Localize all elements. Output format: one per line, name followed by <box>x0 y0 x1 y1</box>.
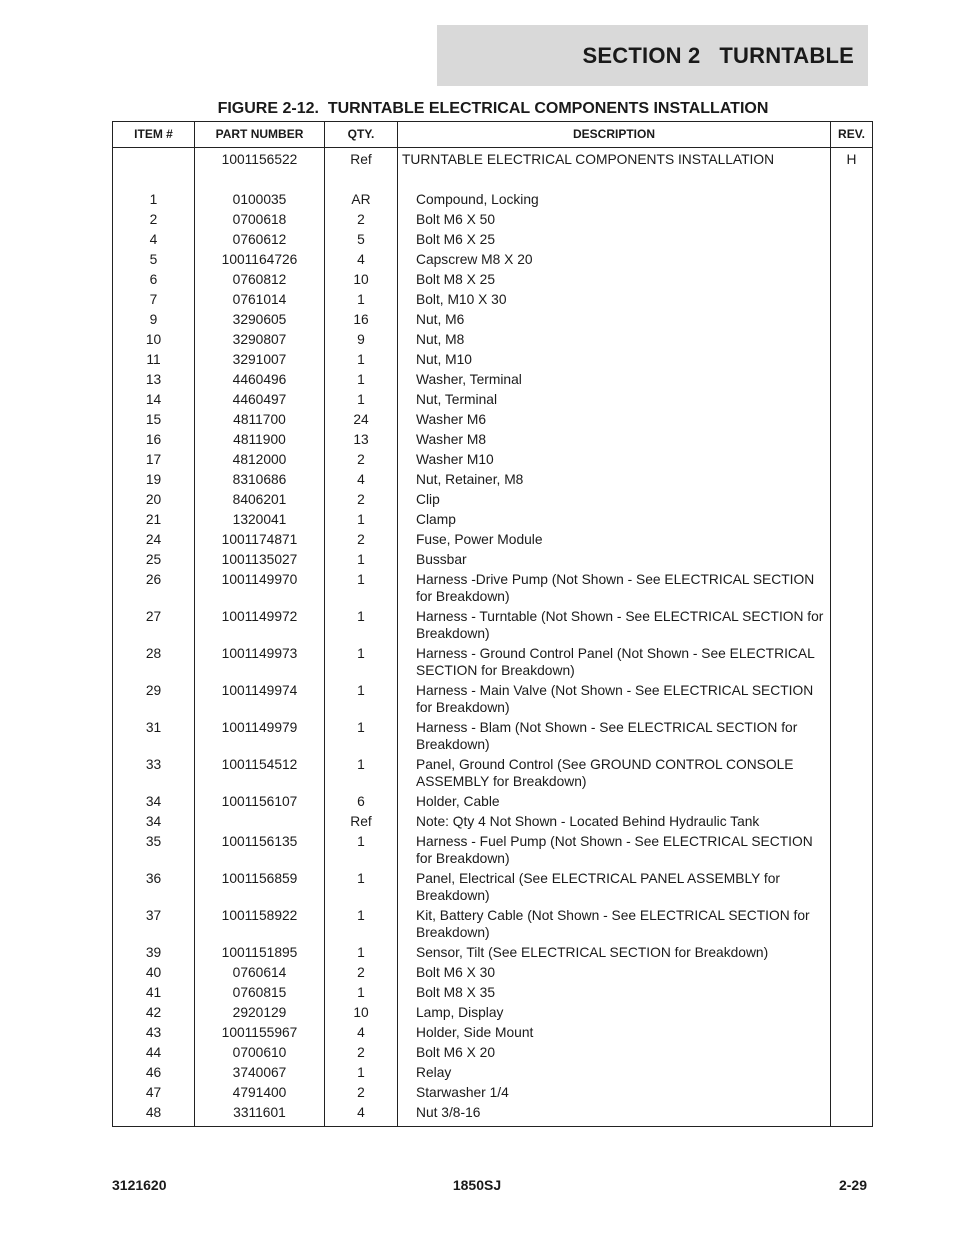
cell-qty: 4 <box>325 248 398 268</box>
section-title: SECTION 2 TURNTABLE <box>582 42 854 68</box>
cell-qty: 2 <box>325 1041 398 1061</box>
cell-item: 13 <box>113 368 195 388</box>
cell-rev <box>831 1021 873 1041</box>
table-row <box>113 830 873 867</box>
cell-part-number: 3740067 <box>195 1061 325 1081</box>
table-row <box>113 328 873 348</box>
cell-qty: 2 <box>325 448 398 468</box>
cell-qty: 4 <box>325 1021 398 1041</box>
cell-item: 20 <box>113 488 195 508</box>
cell-item: 10 <box>113 328 195 348</box>
cell-item: 34 <box>113 810 195 830</box>
cell-description: Washer M10 <box>398 448 831 468</box>
cell-description: Panel, Ground Control (See GROUND CONTROL CONSOLE ASSEMBLY for Breakdown) <box>398 753 831 790</box>
cell-description: Compound, Locking <box>398 188 831 208</box>
cell-item: 33 <box>113 753 195 790</box>
cell-rev <box>831 568 873 605</box>
cell-rev <box>831 1101 873 1127</box>
cell-rev <box>831 830 873 867</box>
cell-rev <box>831 753 873 790</box>
cell-part-number: 3291007 <box>195 348 325 368</box>
cell-item: 6 <box>113 268 195 288</box>
cell-qty: 1 <box>325 830 398 867</box>
cell-description: Fuse, Power Module <box>398 528 831 548</box>
cell-item: 39 <box>113 941 195 961</box>
table-row <box>113 1101 873 1127</box>
cell-description: Bolt M6 X 20 <box>398 1041 831 1061</box>
cell-rev <box>831 1061 873 1081</box>
table-row <box>113 208 873 228</box>
cell-description: Clamp <box>398 508 831 528</box>
cell-part-number: 8406201 <box>195 488 325 508</box>
cell-qty: 16 <box>325 308 398 328</box>
cell-item: 24 <box>113 528 195 548</box>
table-row <box>113 716 873 753</box>
cell-item: 42 <box>113 1001 195 1021</box>
cell-rev <box>831 528 873 548</box>
cell-part-number: 0100035 <box>195 188 325 208</box>
cell-item: 17 <box>113 448 195 468</box>
cell-item: 7 <box>113 288 195 308</box>
table-row <box>113 448 873 468</box>
cell-part-number: 1001154512 <box>195 753 325 790</box>
table-row <box>113 408 873 428</box>
cell-description: Bolt M8 X 25 <box>398 268 831 288</box>
table-row <box>113 961 873 981</box>
cell-qty: 6 <box>325 790 398 810</box>
cell-rev <box>831 605 873 642</box>
cell-part-number: 0760815 <box>195 981 325 1001</box>
cell-part-number: 1001149970 <box>195 568 325 605</box>
cell-qty: 2 <box>325 488 398 508</box>
cell-description: Bolt M6 X 25 <box>398 228 831 248</box>
cell-qty: 1 <box>325 679 398 716</box>
spacer-cell <box>113 168 195 188</box>
cell-description: Note: Qty 4 Not Shown - Located Behind Hydraulic Tank <box>398 810 831 830</box>
cell-part-number: 1001158922 <box>195 904 325 941</box>
cell-item: 41 <box>113 981 195 1001</box>
table-row <box>113 368 873 388</box>
cell-rev <box>831 790 873 810</box>
cell-item: 21 <box>113 508 195 528</box>
cell-item: 25 <box>113 548 195 568</box>
cell-qty: 2 <box>325 528 398 548</box>
cell-part-number: 1001156859 <box>195 867 325 904</box>
cell-rev <box>831 679 873 716</box>
cell-item <box>113 148 195 169</box>
table-row <box>113 867 873 904</box>
cell-rev <box>831 1041 873 1061</box>
cell-rev <box>831 961 873 981</box>
cell-part-number: 1001164726 <box>195 248 325 268</box>
cell-part-number <box>195 810 325 830</box>
cell-description: Harness - Ground Control Panel (Not Shown - See ELECTRICAL SECTION for Breakdown) <box>398 642 831 679</box>
cell-description: Bolt M6 X 50 <box>398 208 831 228</box>
cell-item: 1 <box>113 188 195 208</box>
cell-part-number: 3290807 <box>195 328 325 348</box>
table-row <box>113 188 873 208</box>
cell-description: Nut, M10 <box>398 348 831 368</box>
cell-description: Bolt, M10 X 30 <box>398 288 831 308</box>
cell-rev: H <box>831 148 873 169</box>
cell-qty: 2 <box>325 961 398 981</box>
cell-qty: 1 <box>325 568 398 605</box>
cell-qty: 2 <box>325 1081 398 1101</box>
cell-description: Bussbar <box>398 548 831 568</box>
cell-rev <box>831 408 873 428</box>
cell-part-number: 1001149979 <box>195 716 325 753</box>
cell-description: Bolt M8 X 35 <box>398 981 831 1001</box>
cell-rev <box>831 388 873 408</box>
table-row <box>113 508 873 528</box>
cell-part-number: 8310686 <box>195 468 325 488</box>
cell-qty: Ref <box>325 148 398 169</box>
table-row <box>113 428 873 448</box>
cell-part-number: 1001156135 <box>195 830 325 867</box>
cell-part-number: 0700618 <box>195 208 325 228</box>
cell-part-number: 1001149972 <box>195 605 325 642</box>
cell-item: 27 <box>113 605 195 642</box>
table-row <box>113 790 873 810</box>
cell-qty: 1 <box>325 716 398 753</box>
cell-part-number: 1320041 <box>195 508 325 528</box>
cell-rev <box>831 904 873 941</box>
cell-qty: 9 <box>325 328 398 348</box>
cell-item: 14 <box>113 388 195 408</box>
table-row <box>113 941 873 961</box>
cell-rev <box>831 810 873 830</box>
table-row <box>113 1061 873 1081</box>
cell-part-number: 1001156107 <box>195 790 325 810</box>
cell-item: 40 <box>113 961 195 981</box>
cell-qty: 1 <box>325 753 398 790</box>
cell-qty: 1 <box>325 867 398 904</box>
table-row <box>113 468 873 488</box>
cell-qty: 10 <box>325 1001 398 1021</box>
cell-item: 28 <box>113 642 195 679</box>
cell-rev <box>831 1081 873 1101</box>
cell-rev <box>831 328 873 348</box>
figure-title: FIGURE 2-12. TURNTABLE ELECTRICAL COMPONENTS INSTALLATION <box>217 100 769 117</box>
cell-description: Holder, Cable <box>398 790 831 810</box>
table-row <box>113 488 873 508</box>
cell-description: Sensor, Tilt (See ELECTRICAL SECTION for Breakdown) <box>398 941 831 961</box>
cell-description: Harness - Turntable (Not Shown - See ELECTRICAL SECTION for Breakdown) <box>398 605 831 642</box>
cell-qty: 1 <box>325 368 398 388</box>
column-header-item: ITEM # <box>113 122 195 148</box>
cell-rev <box>831 188 873 208</box>
table-row <box>113 248 873 268</box>
table-row <box>113 1081 873 1101</box>
cell-description: Nut, Retainer, M8 <box>398 468 831 488</box>
table-row <box>113 810 873 830</box>
cell-description: Harness - Main Valve (Not Shown - See ELECTRICAL SECTION for Breakdown) <box>398 679 831 716</box>
cell-qty: 13 <box>325 428 398 448</box>
spacer-cell <box>831 168 873 188</box>
cell-rev <box>831 308 873 328</box>
cell-qty: 4 <box>325 1101 398 1127</box>
cell-qty: 2 <box>325 208 398 228</box>
table-row <box>113 1021 873 1041</box>
cell-qty: 1 <box>325 508 398 528</box>
table-row <box>113 1041 873 1061</box>
cell-part-number: 0700610 <box>195 1041 325 1061</box>
cell-item: 9 <box>113 308 195 328</box>
footer-model: 1850SJ <box>452 1177 502 1193</box>
cell-description: Lamp, Display <box>398 1001 831 1021</box>
cell-item: 43 <box>113 1021 195 1041</box>
spacer-cell <box>195 168 325 188</box>
table-row <box>113 753 873 790</box>
cell-qty: 24 <box>325 408 398 428</box>
cell-rev <box>831 248 873 268</box>
cell-part-number: 4791400 <box>195 1081 325 1101</box>
cell-description: Bolt M6 X 30 <box>398 961 831 981</box>
cell-part-number: 4811700 <box>195 408 325 428</box>
cell-rev <box>831 941 873 961</box>
cell-rev <box>831 716 873 753</box>
cell-qty: 1 <box>325 941 398 961</box>
cell-rev <box>831 488 873 508</box>
table-header-row <box>113 122 873 148</box>
cell-rev <box>831 468 873 488</box>
cell-item: 16 <box>113 428 195 448</box>
cell-item: 5 <box>113 248 195 268</box>
cell-qty: 1 <box>325 981 398 1001</box>
table-row <box>113 679 873 716</box>
cell-rev <box>831 208 873 228</box>
cell-part-number: 2920129 <box>195 1001 325 1021</box>
cell-item: 34 <box>113 790 195 810</box>
cell-qty: 1 <box>325 1061 398 1081</box>
cell-item: 31 <box>113 716 195 753</box>
cell-qty: 1 <box>325 388 398 408</box>
cell-rev <box>831 448 873 468</box>
cell-item: 26 <box>113 568 195 605</box>
cell-description: Clip <box>398 488 831 508</box>
cell-part-number: 4812000 <box>195 448 325 468</box>
cell-item: 47 <box>113 1081 195 1101</box>
cell-part-number: 0760612 <box>195 228 325 248</box>
cell-description: Harness - Fuel Pump (Not Shown - See ELECTRICAL SECTION for Breakdown) <box>398 830 831 867</box>
parts-table <box>112 121 873 1127</box>
cell-item: 29 <box>113 679 195 716</box>
cell-part-number: 0761014 <box>195 288 325 308</box>
cell-part-number: 1001149973 <box>195 642 325 679</box>
cell-item: 44 <box>113 1041 195 1061</box>
table-row <box>113 348 873 368</box>
cell-part-number: 3311601 <box>195 1101 325 1127</box>
table-row <box>113 642 873 679</box>
cell-item: 48 <box>113 1101 195 1127</box>
cell-description: Harness - Blam (Not Shown - See ELECTRICAL SECTION for Breakdown) <box>398 716 831 753</box>
cell-rev <box>831 268 873 288</box>
cell-description: Panel, Electrical (See ELECTRICAL PANEL ASSEMBLY for Breakdown) <box>398 867 831 904</box>
footer-manual-number: 3121620 <box>112 1177 167 1193</box>
table-row <box>113 981 873 1001</box>
cell-qty: 1 <box>325 348 398 368</box>
cell-rev <box>831 428 873 448</box>
spacer-row <box>113 168 873 188</box>
cell-description: Capscrew M8 X 20 <box>398 248 831 268</box>
cell-qty: 1 <box>325 642 398 679</box>
cell-rev <box>831 228 873 248</box>
assembly-row <box>113 148 873 169</box>
cell-rev <box>831 508 873 528</box>
cell-description: TURNTABLE ELECTRICAL COMPONENTS INSTALLATION <box>398 148 831 169</box>
spacer-cell <box>325 168 398 188</box>
cell-rev <box>831 642 873 679</box>
cell-qty: 4 <box>325 468 398 488</box>
cell-rev <box>831 348 873 368</box>
cell-rev <box>831 288 873 308</box>
table-row <box>113 388 873 408</box>
table-row <box>113 904 873 941</box>
cell-item: 4 <box>113 228 195 248</box>
table-row <box>113 548 873 568</box>
cell-item: 11 <box>113 348 195 368</box>
table-row <box>113 268 873 288</box>
cell-qty: 1 <box>325 548 398 568</box>
cell-description: Relay <box>398 1061 831 1081</box>
cell-rev <box>831 867 873 904</box>
cell-part-number: 1001174871 <box>195 528 325 548</box>
cell-qty: 1 <box>325 904 398 941</box>
cell-item: 35 <box>113 830 195 867</box>
cell-description: Harness -Drive Pump (Not Shown - See ELECTRICAL SECTION for Breakdown) <box>398 568 831 605</box>
cell-qty: Ref <box>325 810 398 830</box>
table-row <box>113 605 873 642</box>
column-header-rev: REV. <box>831 122 873 148</box>
cell-description: Nut 3/8-16 <box>398 1101 831 1127</box>
cell-qty: AR <box>325 188 398 208</box>
cell-item: 46 <box>113 1061 195 1081</box>
cell-part-number: 1001151895 <box>195 941 325 961</box>
cell-rev <box>831 981 873 1001</box>
table-row <box>113 288 873 308</box>
cell-part-number: 0760614 <box>195 961 325 981</box>
cell-part-number: 1001135027 <box>195 548 325 568</box>
cell-qty: 5 <box>325 228 398 248</box>
table-row <box>113 1001 873 1021</box>
cell-description: Kit, Battery Cable (Not Shown - See ELECTRICAL SECTION for Breakdown) <box>398 904 831 941</box>
cell-rev <box>831 368 873 388</box>
cell-rev <box>831 1001 873 1021</box>
cell-item: 36 <box>113 867 195 904</box>
cell-description: Nut, M6 <box>398 308 831 328</box>
table-row <box>113 228 873 248</box>
column-header-qty: QTY. <box>325 122 398 148</box>
cell-part-number: 3290605 <box>195 308 325 328</box>
cell-part-number: 1001155967 <box>195 1021 325 1041</box>
table-row <box>113 528 873 548</box>
spacer-cell <box>398 168 831 188</box>
cell-qty: 10 <box>325 268 398 288</box>
cell-part-number: 4460497 <box>195 388 325 408</box>
section-banner <box>437 25 868 86</box>
cell-qty: 1 <box>325 288 398 308</box>
footer-page-number: 2-29 <box>838 1177 867 1193</box>
table-row <box>113 308 873 328</box>
cell-qty: 1 <box>325 605 398 642</box>
table-row <box>113 568 873 605</box>
column-header-part-number: PART NUMBER <box>195 122 325 148</box>
cell-item: 2 <box>113 208 195 228</box>
column-header-description: DESCRIPTION <box>398 122 831 148</box>
cell-description: Holder, Side Mount <box>398 1021 831 1041</box>
cell-item: 15 <box>113 408 195 428</box>
cell-rev <box>831 548 873 568</box>
cell-description: Nut, Terminal <box>398 388 831 408</box>
cell-description: Washer M6 <box>398 408 831 428</box>
cell-part-number: 1001156522 <box>195 148 325 169</box>
cell-description: Washer, Terminal <box>398 368 831 388</box>
cell-item: 37 <box>113 904 195 941</box>
cell-part-number: 1001149974 <box>195 679 325 716</box>
cell-part-number: 4460496 <box>195 368 325 388</box>
cell-part-number: 0760812 <box>195 268 325 288</box>
cell-part-number: 4811900 <box>195 428 325 448</box>
cell-description: Washer M8 <box>398 428 831 448</box>
cell-item: 19 <box>113 468 195 488</box>
cell-description: Nut, M8 <box>398 328 831 348</box>
cell-description: Starwasher 1/4 <box>398 1081 831 1101</box>
